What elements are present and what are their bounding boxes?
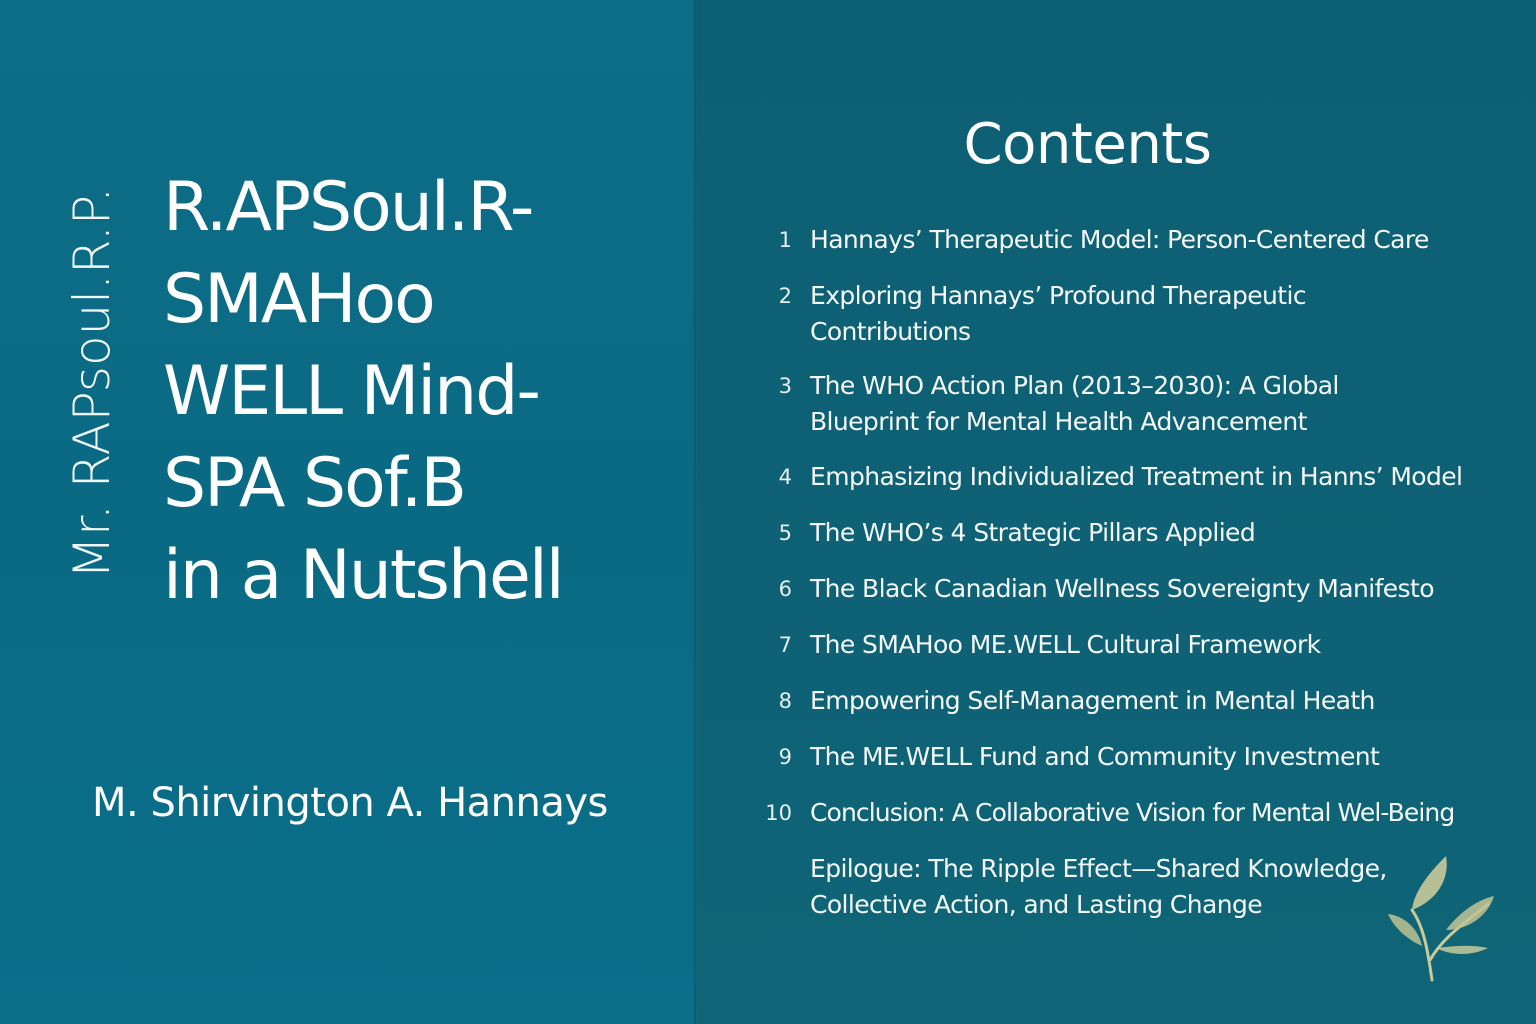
book-title-line: SMAHoo (163, 260, 434, 339)
toc-title: The WHO’s 4 Strategic Pillars Applied (810, 518, 1256, 547)
author-name: M. Shirvington A. Hannays (92, 780, 608, 826)
toc-title: Exploring Hannays’ Profound Therapeutic Contributions (810, 281, 1306, 346)
book-title-line: in a Nutshell (163, 536, 563, 615)
contents-heading: Contents (963, 112, 1212, 177)
toc-number: 6 (778, 577, 792, 601)
leaf-sprig-icon (1384, 852, 1496, 982)
vertical-series-title: Mr. RAPsoul.R.P. (63, 186, 121, 580)
toc-title: Emphasizing Individualized Treatment in Hanns’ Model (810, 462, 1463, 491)
toc-title: Empowering Self-Management in Mental Heath (810, 686, 1375, 715)
toc-number: 3 (778, 374, 792, 398)
toc-title: The ME.WELL Fund and Community Investment (810, 742, 1380, 771)
toc-number: 9 (778, 745, 792, 769)
book-title-line: SPA Sof.B (163, 444, 465, 523)
toc-title: Conclusion: A Collaborative Vision for Mental Wel-Being (810, 798, 1455, 827)
toc-title: The SMAHoo ME.WELL Cultural Framework (810, 630, 1321, 659)
toc-title: The Black Canadian Wellness Sovereignty Manifesto (810, 574, 1434, 603)
toc-title: The WHO Action Plan (2013–2030): A Global Blueprint for Mental Health Advancement (810, 371, 1339, 436)
toc-number: 8 (778, 689, 792, 713)
toc-title: Epilogue: The Ripple Effect—Shared Knowledge, Collective Action, and Lasting Change (810, 854, 1387, 919)
book-title-line: R.APSoul.R- (163, 168, 533, 247)
toc-number: 5 (778, 521, 792, 545)
toc-number: 1 (778, 228, 792, 252)
toc-number: 10 (765, 801, 792, 825)
book-title (163, 162, 683, 622)
toc-number: 7 (778, 633, 792, 657)
toc-number: 2 (778, 284, 792, 308)
toc-title: Hannays’ Therapeutic Model: Person-Centered Care (810, 225, 1429, 254)
book-title-line: WELL Mind- (163, 352, 539, 431)
toc-number: 4 (778, 465, 792, 489)
